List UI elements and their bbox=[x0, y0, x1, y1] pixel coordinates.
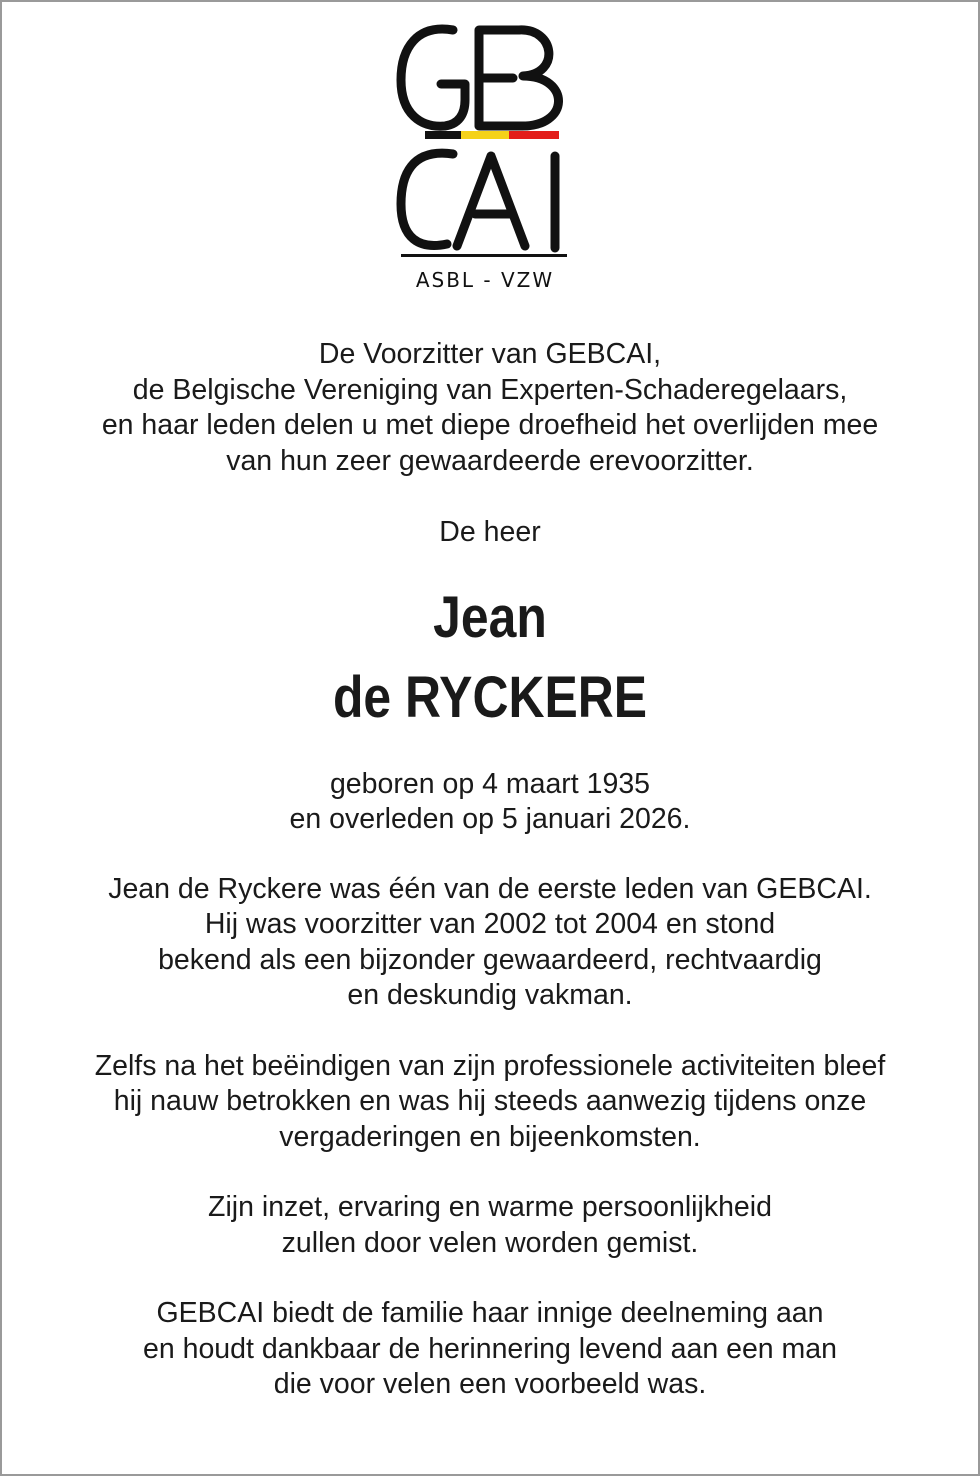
logo-subtitle: ASBL - VZW bbox=[415, 268, 555, 292]
text-line: Hij was voorzitter van 2002 tot 2004 en stond bbox=[204, 908, 776, 940]
deceased-name bbox=[69, 578, 912, 738]
salutation-text: De heer bbox=[439, 516, 541, 548]
text-line: en haar leden delen u met diepe droefheid het overlijden mee bbox=[101, 409, 879, 441]
text-line: De Voorzitter van GEBCAI, bbox=[318, 338, 662, 370]
last-name: de RYCKERE bbox=[332, 664, 648, 730]
first-name: Jean bbox=[433, 584, 547, 650]
intro-paragraph bbox=[0, 337, 980, 479]
dates-paragraph bbox=[0, 767, 980, 838]
birth-date-line: geboren op 4 maart 1935 bbox=[329, 767, 651, 800]
text-line: bekend als een bijzonder gewaardeerd, rechtvaardig bbox=[158, 943, 822, 976]
text-line: die voor velen een voorbeeld was. bbox=[273, 1368, 707, 1400]
tribute-paragraph bbox=[0, 1190, 980, 1261]
death-date-line: en overleden op 5 januari 2026. bbox=[289, 803, 691, 835]
text-line: en deskundig vakman. bbox=[347, 979, 633, 1011]
gebcai-logo-mark bbox=[395, 18, 575, 268]
salutation bbox=[0, 515, 980, 551]
text-line: van hun zeer gewaardeerde erevoorzitter. bbox=[226, 444, 754, 477]
tribute-paragraph bbox=[0, 872, 980, 1014]
text-line: vergaderingen en bijeenkomsten. bbox=[279, 1120, 701, 1153]
text-line: Zelfs na het beëindigen van zijn professionele activiteiten bleef bbox=[94, 1049, 886, 1082]
text-line: en houdt dankbaar de herinnering levend aan een man bbox=[142, 1332, 838, 1365]
tribute-paragraph bbox=[0, 1049, 980, 1156]
condolence-paragraph bbox=[0, 1296, 980, 1403]
gebcai-logo bbox=[395, 18, 575, 296]
announcement-body bbox=[0, 337, 980, 1403]
text-line: Zijn inzet, ervaring en warme persoonlijkheid bbox=[208, 1191, 772, 1223]
text-line: hij nauw betrokken en was hij steeds aanwezig tijdens onze bbox=[113, 1085, 867, 1117]
text-line: de Belgische Vereniging van Experten-Schaderegelaars, bbox=[132, 373, 848, 406]
text-line: GEBCAI biedt de familie haar innige deelneming aan bbox=[156, 1297, 824, 1329]
text-line: Jean de Ryckere was één van de eerste leden van GEBCAI. bbox=[108, 872, 872, 905]
text-line: zullen door velen worden gemist. bbox=[281, 1226, 699, 1259]
